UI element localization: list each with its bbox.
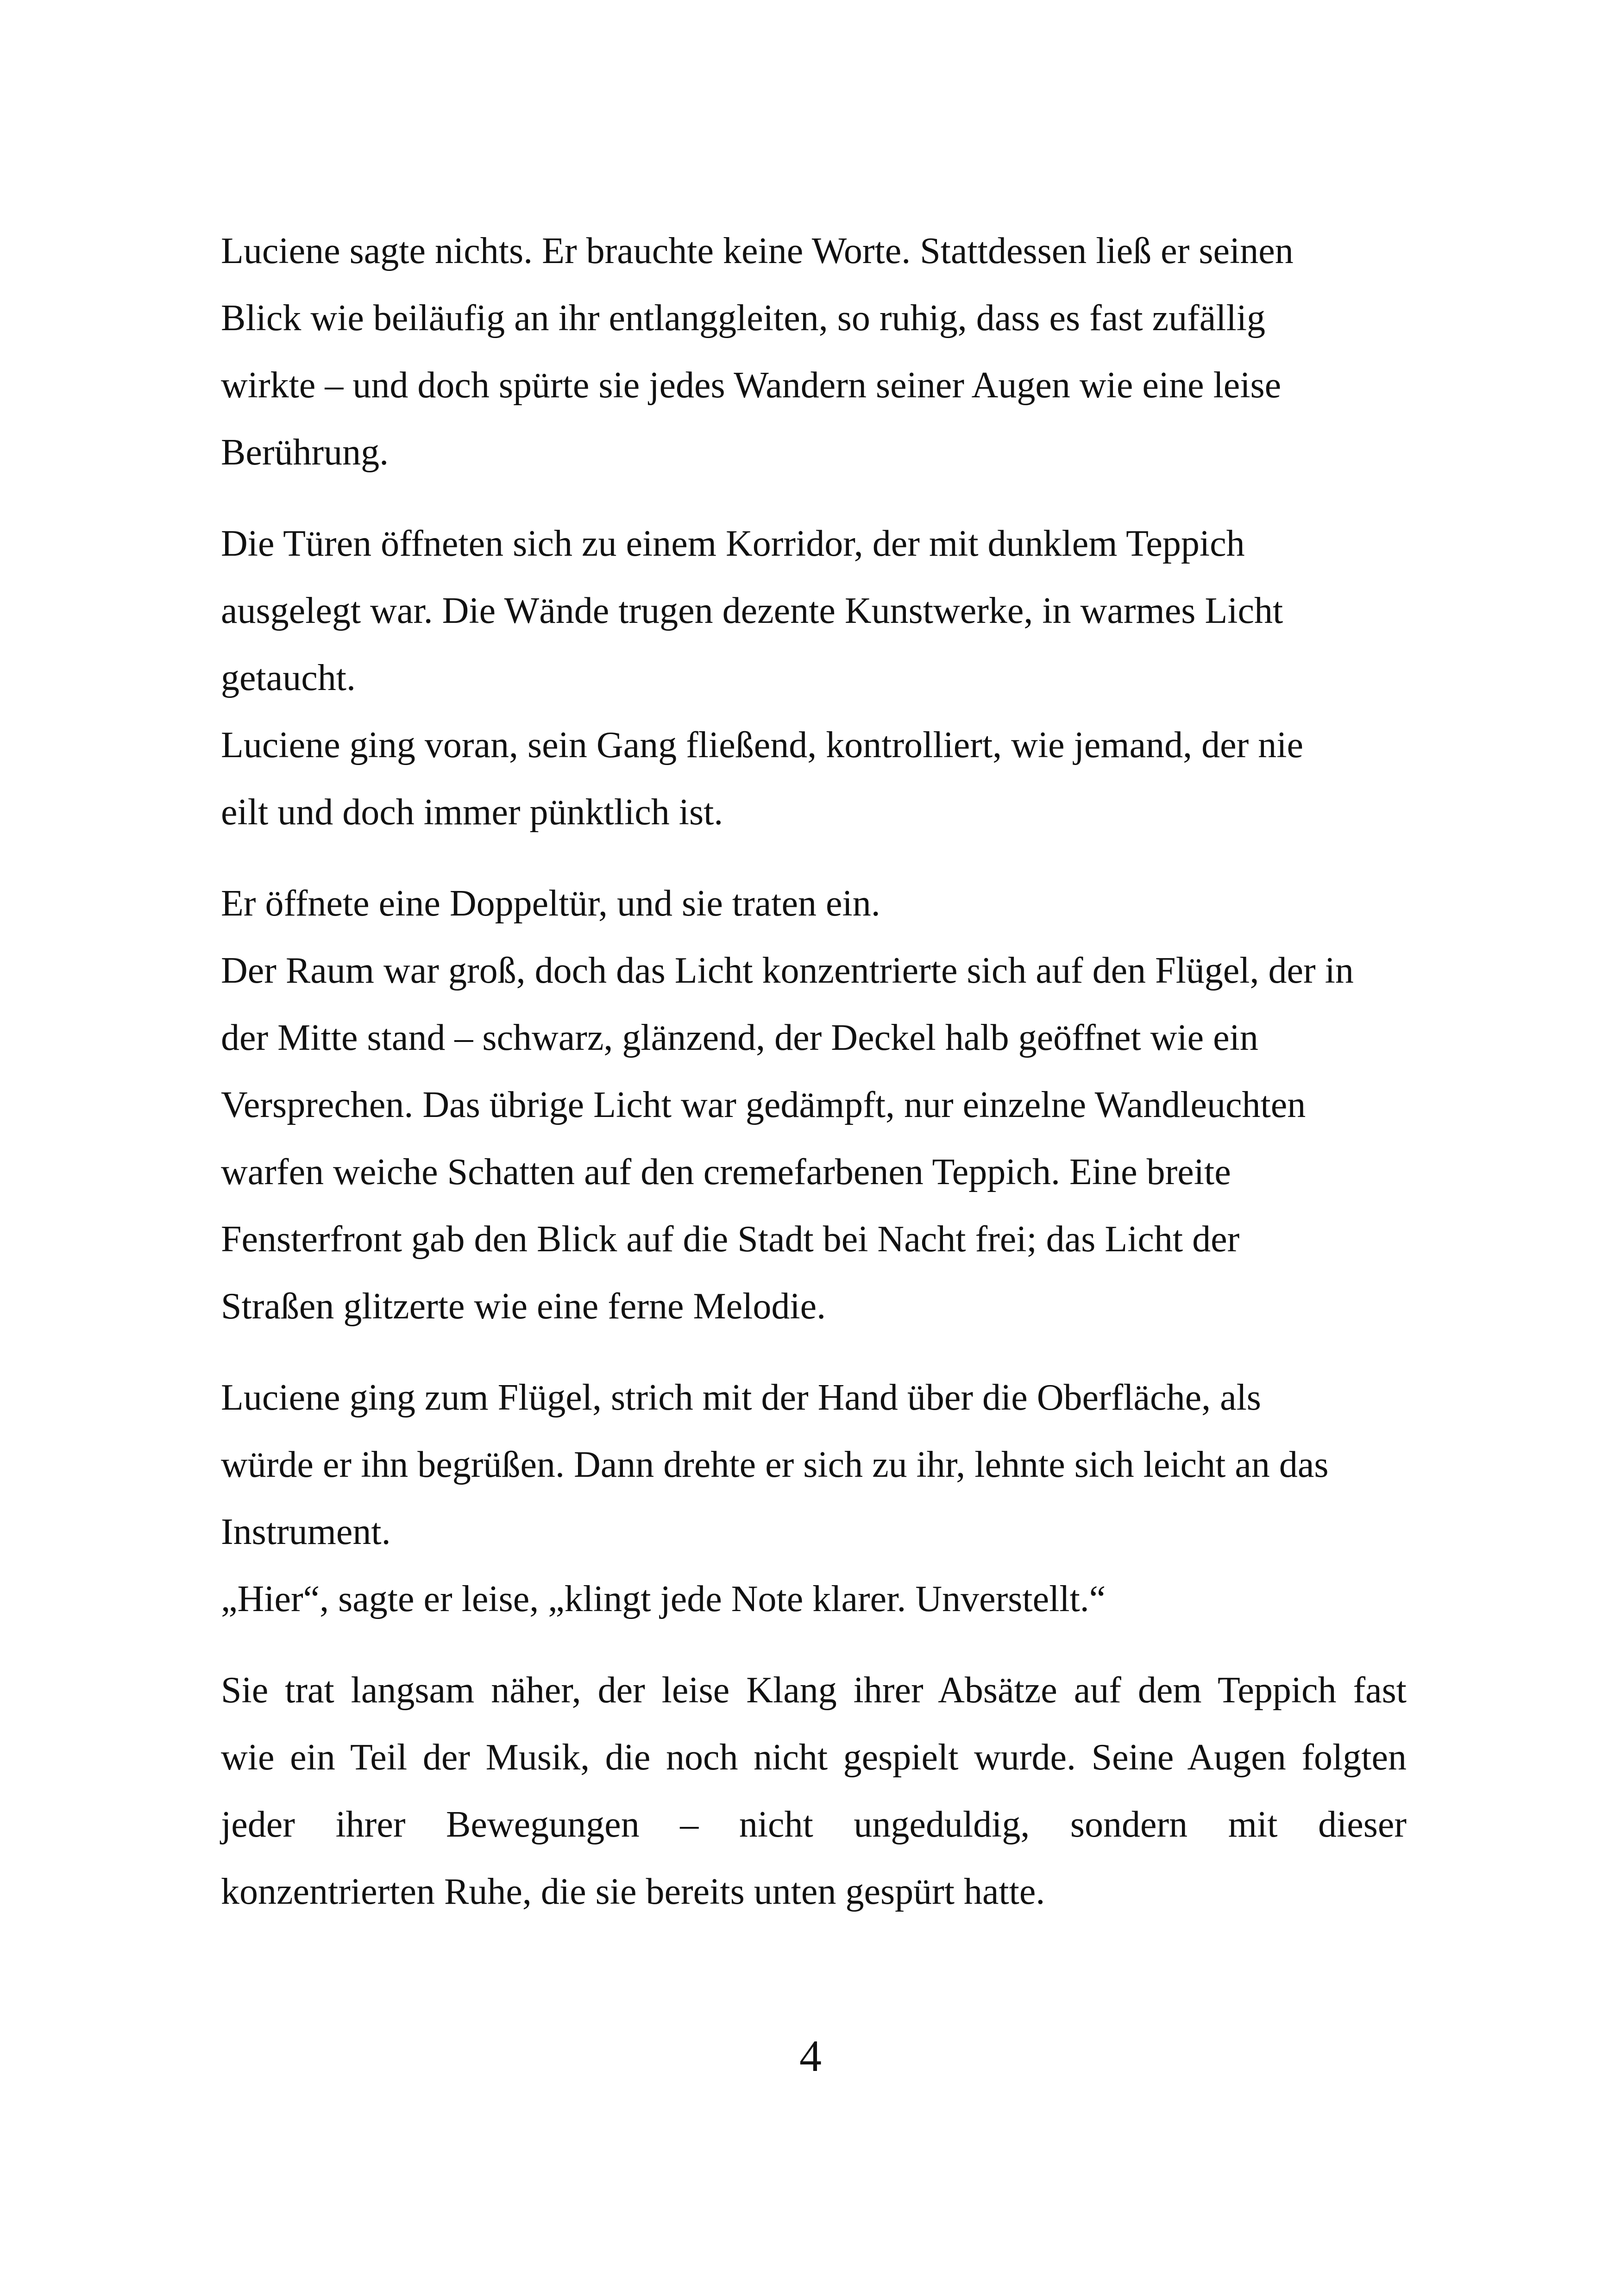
text-line: Luciene sagte nichts. Er brauchte keine Worte. Stattdessen ließ er seinen bbox=[221, 231, 1294, 271]
text-line: getaucht. bbox=[221, 658, 356, 698]
body-text bbox=[221, 218, 1407, 1950]
text-line: Instrument. bbox=[221, 1512, 391, 1552]
text-line: Fensterfront gab den Blick auf die Stadt bei Nacht frei; das Licht der bbox=[221, 1219, 1240, 1260]
paragraph-2 bbox=[221, 510, 1407, 846]
page-number: 4 bbox=[799, 2031, 822, 2081]
text-line: „Hier“, sagte er leise, „klingt jede Note klarer. Unverstellt.“ bbox=[221, 1579, 1106, 1619]
text-line: eilt und doch immer pünktlich ist. bbox=[221, 792, 723, 833]
paragraph-1 bbox=[221, 218, 1407, 486]
text-line: konzentrierten Ruhe, die sie bereits unten gespürt hatte. bbox=[221, 1871, 1045, 1912]
text-line: Die Türen öffneten sich zu einem Korridor, der mit dunklem Teppich bbox=[221, 523, 1245, 564]
text-line: der Mitte stand – schwarz, glänzend, der Deckel halb geöffnet wie ein bbox=[221, 1017, 1258, 1058]
paragraph-4 bbox=[221, 1364, 1407, 1633]
text-line: Straßen glitzerte wie eine ferne Melodie. bbox=[221, 1286, 826, 1327]
text-line: Berührung. bbox=[221, 432, 389, 473]
text-line: Er öffnete eine Doppeltür, und sie traten ein. bbox=[221, 883, 880, 924]
text-line: Luciene ging voran, sein Gang fließend, kontrolliert, wie jemand, der nie bbox=[221, 725, 1304, 765]
paragraph-5 bbox=[221, 1657, 1407, 1926]
text-line: Versprechen. Das übrige Licht war gedämpft, nur einzelne Wandleuchten bbox=[221, 1085, 1306, 1125]
paragraph-3 bbox=[221, 870, 1407, 1340]
text-line: Der Raum war groß, doch das Licht konzentrierte sich auf den Flügel, der in bbox=[221, 950, 1354, 991]
text-line: Sie trat langsam näher, der leise Klang ihrer Absätze auf dem Teppich fast bbox=[221, 1670, 1407, 1711]
text-line: würde er ihn begrüßen. Dann drehte er sich zu ihr, lehnte sich leicht an das bbox=[221, 1444, 1329, 1485]
text-line: warfen weiche Schatten auf den cremefarbenen Teppich. Eine breite bbox=[221, 1152, 1231, 1192]
text-line: jeder ihrer Bewegungen – nicht ungeduldig, sondern mit dieser bbox=[221, 1804, 1407, 1845]
text-line: ausgelegt war. Die Wände trugen dezente Kunstwerke, in warmes Licht bbox=[221, 590, 1283, 631]
text-line: wirkte – und doch spürte sie jedes Wandern seiner Augen wie eine leise bbox=[221, 365, 1282, 406]
text-line: wie ein Teil der Musik, die noch nicht gespielt wurde. Seine Augen folgten bbox=[221, 1737, 1407, 1778]
text-line: Blick wie beiläufig an ihr entlanggleiten, so ruhig, dass es fast zufällig bbox=[221, 298, 1265, 339]
text-line: Luciene ging zum Flügel, strich mit der Hand über die Oberfläche, als bbox=[221, 1377, 1261, 1418]
